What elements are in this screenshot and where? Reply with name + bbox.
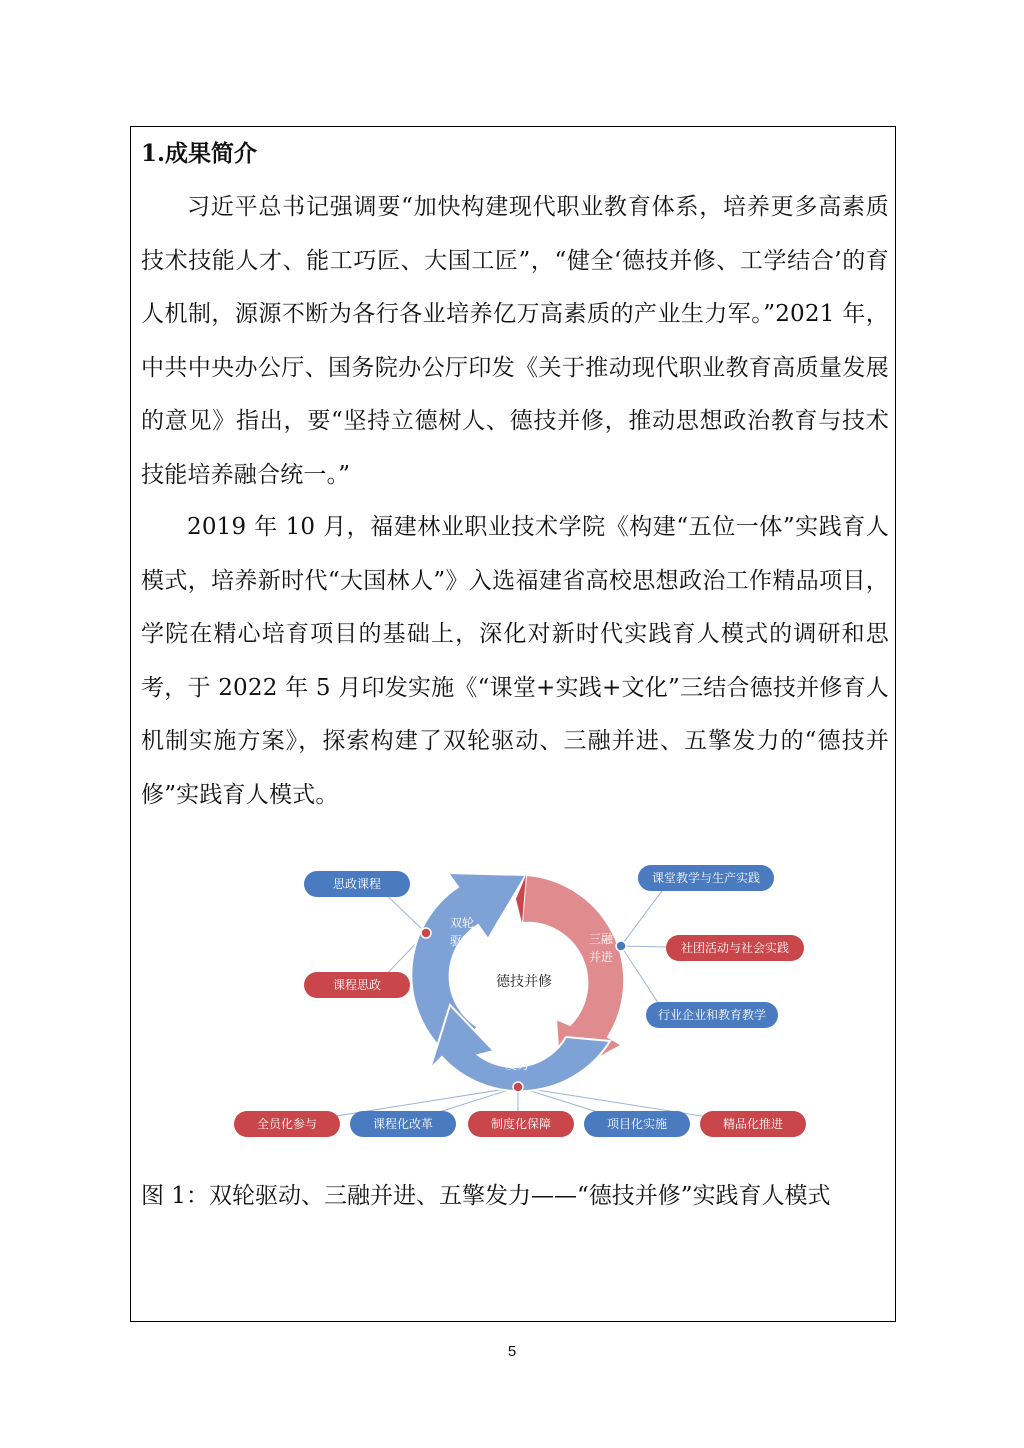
right-segment-line2: 并进 [588,950,614,964]
content-frame [130,126,896,1322]
svg-text:全员化参与: 全员化参与 [256,1117,318,1131]
left-item-2 [304,972,410,998]
right-item-1 [638,865,774,891]
right-item-3 [646,1002,778,1028]
page-number: 5 [507,1343,517,1360]
paragraph-2: 2019 年 10 月，福建林业职业技术学院《构建“五位一体”实践育人模式，培养新时代“大国林人”》入选福建省高校思想政治工作精品项目，学院在精心培育项目的基础上，深化对新时代实践育人模式的调研和思考，于 2022 年 5 月印发实施《“课堂+实践+文化”三结合德技并修育人机制实施方案》，探索构建了双轮驱动、三融并进、五擎发力的“德技并修”实践育人模式。 [141,514,889,808]
right-item-2 [666,935,804,961]
diagram-center: 德技并修 [496,974,552,990]
bottom-segment-line1: 五擎 [504,1040,530,1054]
bottom-item-5 [700,1111,806,1137]
svg-text:社团活动与社会实践: 社团活动与社会实践 [680,941,790,955]
section-heading: 1.成果简介 [141,140,258,167]
bottom-item-1 [234,1111,340,1137]
svg-text:制度化保障: 制度化保障 [490,1117,552,1131]
svg-text:行业企业和教育教学: 行业企业和教育教学 [657,1008,767,1022]
model-diagram [226,829,816,1164]
left-item-1 [304,871,410,897]
svg-text:课程思政: 课程思政 [332,978,382,992]
svg-text:项目化实施: 项目化实施 [606,1117,668,1131]
left-segment-line2: 驱动 [449,934,475,948]
bottom-item-3 [468,1111,574,1137]
bottom-item-4 [584,1111,690,1137]
svg-text:精品化推进: 精品化推进 [722,1117,784,1131]
svg-text:思政课程: 思政课程 [332,877,382,891]
bottom-item-2 [350,1111,456,1137]
right-segment-line1: 三融 [588,932,614,946]
figure-caption: 图 1：双轮驱动、三融并进、五擎发力——“德技并修”实践育人模式 [141,1183,831,1209]
paragraph-1: 习近平总书记强调要“加快构建现代职业教育体系，培养更多高素质技术技能人才、能工巧匠、大国工匠”，“健全‘德技并修、工学结合’的育人机制，源源不断为各行各业培养亿万高素质的产业生力军。”2021 年，中共中央办公厅、国务院办公厅印发《关于推动现代职业教育高质量发展的意见》指出，要“坚持立德树人、德技并修，推动思想政治教育与技术技能培养融合统一。” [141,194,889,488]
left-segment-line1: 双轮 [449,916,475,930]
svg-text:课堂教学与生产实践: 课堂教学与生产实践 [651,871,761,885]
bottom-segment-line2: 发力 [504,1058,530,1072]
svg-text:课程化改革: 课程化改革 [372,1117,434,1131]
